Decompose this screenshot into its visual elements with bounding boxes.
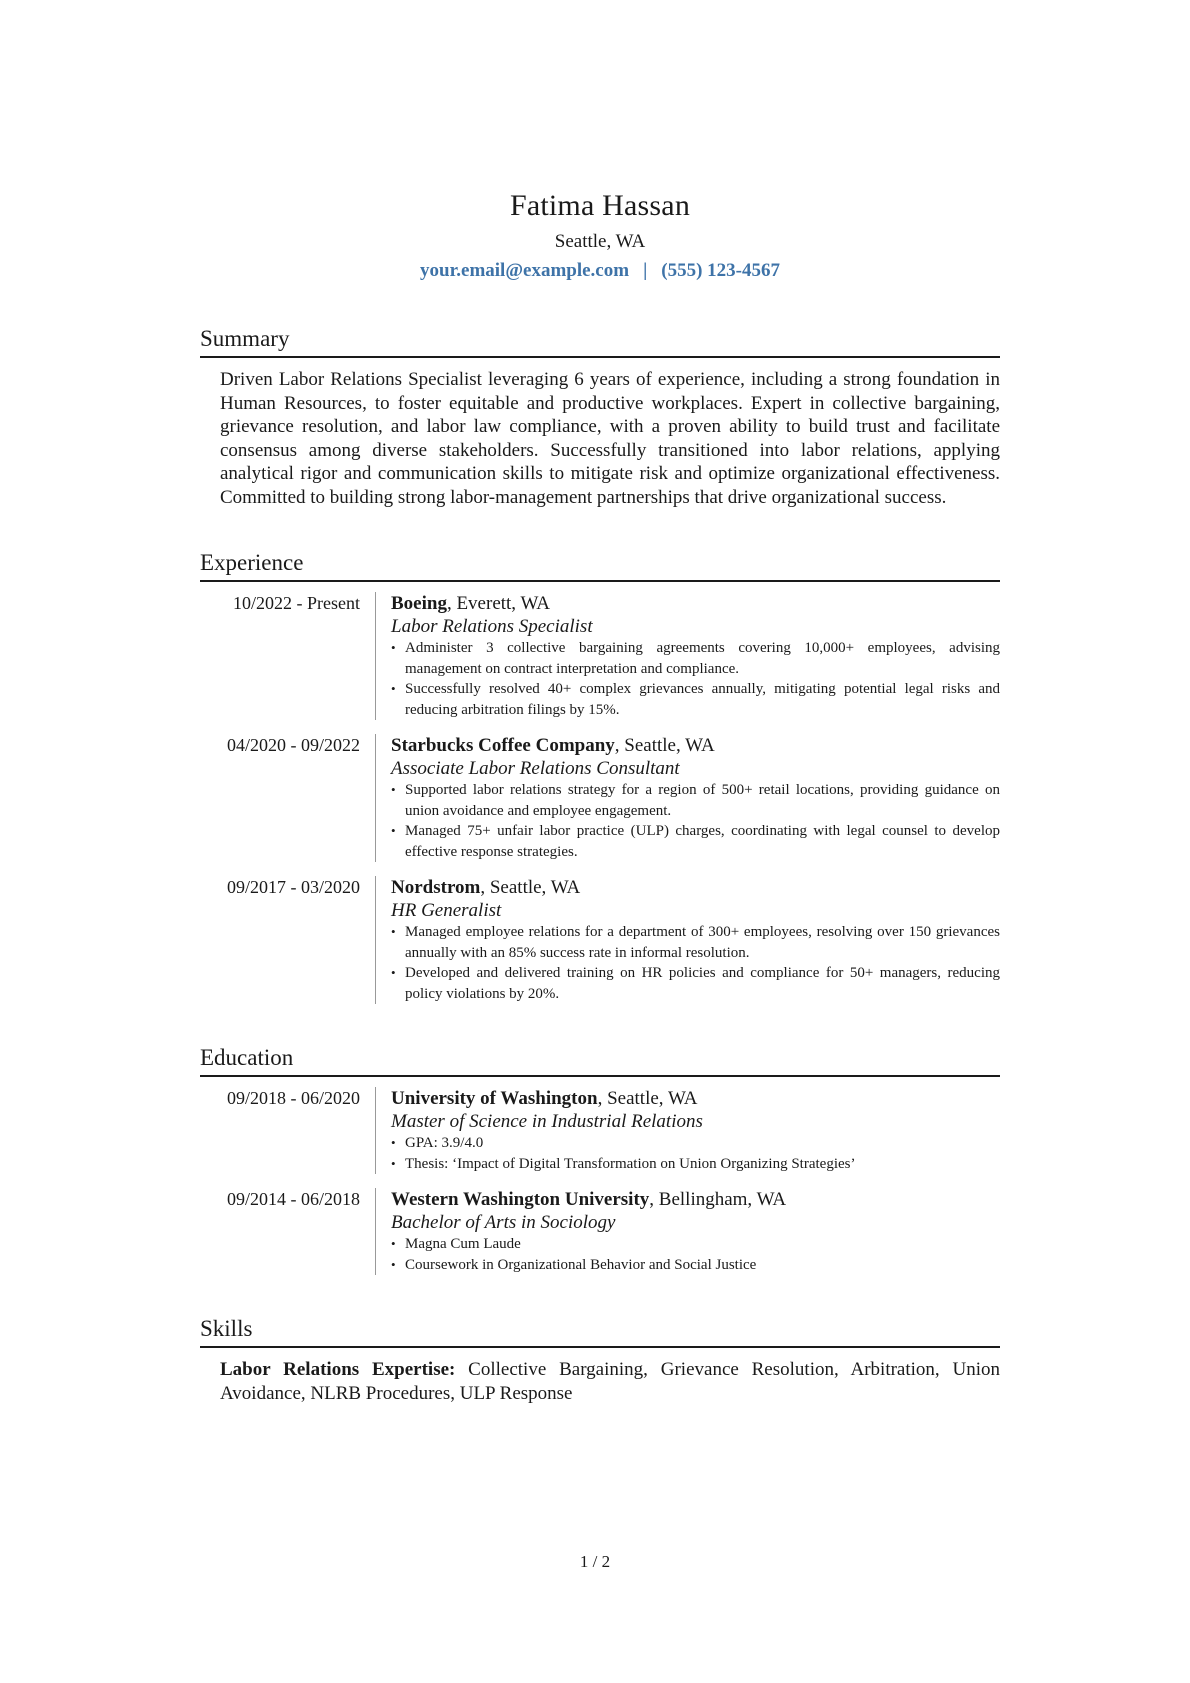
candidate-name: Fatima Hassan [509,189,691,222]
experience-entry [200,876,1000,1004]
entry-role: Associate Labor Relations Consultant [391,758,680,779]
phone-link[interactable]: (555) 123-4567 [661,260,780,281]
skills-section [200,1315,1000,1405]
email-link[interactable]: your.email@example.com [420,260,630,281]
bullet-item: • Managed 75+ unfair labor practice (ULP) charges, coordinating with legal counsel to develop effective response strategies. [391,821,1000,862]
organization-name: Nordstrom [391,877,481,898]
entry-dates: 09/2018 - 06/2020 [227,1088,360,1108]
bullet-item: • Coursework in Organizational Behavior and Social Justice [391,1255,1000,1276]
entry-body [375,734,1000,862]
education-entry [200,1087,1000,1174]
entry-organization [391,1188,1000,1211]
experience-section [200,549,1000,1004]
experience-entry [200,592,1000,720]
organization-location: , Everett, WA [446,593,551,614]
summary-heading: Summary [200,325,1000,358]
entry-body [375,592,1000,720]
education-entry [200,1188,1000,1275]
organization-name: Starbucks Coffee Company [391,735,615,756]
resume-page [200,188,1000,1405]
institution-location: , Seattle, WA [597,1088,698,1109]
institution-location: , Bellingham, WA [649,1189,787,1210]
skills-heading: Skills [200,1315,1000,1348]
entry-dates: 10/2022 - Present [233,593,360,613]
skills-label: Labor Relations Expertise: [220,1359,456,1380]
entry-organization [391,592,1000,615]
entry-body [375,1087,1000,1174]
education-heading: Education [200,1044,1000,1077]
entry-degree: Master of Science in Industrial Relations [391,1111,703,1132]
bullet-item: • GPA: 3.9/4.0 [391,1133,1000,1154]
experience-entry [200,734,1000,862]
bullet-item: • Managed employee relations for a department of 300+ employees, resolving over 150 grievances annually with an 85% success rate in informal resolution. [391,922,1000,963]
entry-bullets [391,922,1000,1004]
institution-name: University of Washington [391,1088,598,1109]
entry-bullets [391,1234,1000,1275]
contact-line [200,259,1000,283]
entry-degree: Bachelor of Arts in Sociology [391,1212,616,1233]
entry-role: Labor Relations Specialist [391,616,593,637]
organization-location: , Seattle, WA [480,877,581,898]
bullet-item: • Administer 3 collective bargaining agreements covering 10,000+ employees, advising management on contract interpretation and compliance. [391,638,1000,679]
bullet-item: • Successfully resolved 40+ complex grievances annually, mitigating potential legal risks and reducing arbitration filings by 15%. [391,679,1000,720]
skills-list: Collective Bargaining, Grievance Resolution, Arbitration, Union Avoidance, NLRB Procedures, ULP Response [220,1359,1000,1404]
entry-dates: 09/2017 - 03/2020 [227,877,360,897]
summary-text: Driven Labor Relations Specialist leveraging 6 years of experience, including a strong foundation in Human Resources, to foster equitable and productive workplaces. Expert in collective bargaining, grievance resolution, and labor law compliance, with a proven ability to build trust and facilitate consensus among diverse stakeholders. Successfully transitioned into labor relations, applying analytical rigor and communication skills to mitigate risk and optimize organizational effectiveness. Committed to building strong labor-management partnerships that drive organizational success. [220,369,1000,508]
bullet-item: • Developed and delivered training on HR policies and compliance for 50+ managers, reducing policy violations by 20%. [391,963,1000,1004]
education-section [200,1044,1000,1275]
organization-location: , Seattle, WA [614,735,715,756]
entry-bullets [391,780,1000,862]
entry-dates: 04/2020 - 09/2022 [227,735,360,755]
skills-text [220,1358,1000,1405]
entry-body [375,1188,1000,1275]
bullet-item: • Magna Cum Laude [391,1234,1000,1255]
page-number: 1 / 2 [579,1552,611,1571]
entry-organization [391,734,1000,757]
candidate-location: Seattle, WA [554,231,646,252]
entry-body [375,876,1000,1004]
bullet-item: • Thesis: ‘Impact of Digital Transformation on Union Organizing Strategies’ [391,1154,1000,1175]
bullet-item: • Supported labor relations strategy for a region of 500+ retail locations, providing guidance on union avoidance and employee engagement. [391,780,1000,821]
entry-bullets [391,1133,1000,1174]
entry-organization [391,876,1000,899]
resume-header [200,188,1000,283]
entry-organization [391,1087,1000,1110]
institution-name: Western Washington University [391,1189,650,1210]
entry-bullets [391,638,1000,720]
experience-heading: Experience [200,549,1000,582]
summary-section [200,325,1000,509]
entry-dates: 09/2014 - 06/2018 [227,1189,360,1209]
organization-name: Boeing [391,593,447,614]
contact-separator: | [643,260,648,281]
entry-role: HR Generalist [391,900,502,921]
